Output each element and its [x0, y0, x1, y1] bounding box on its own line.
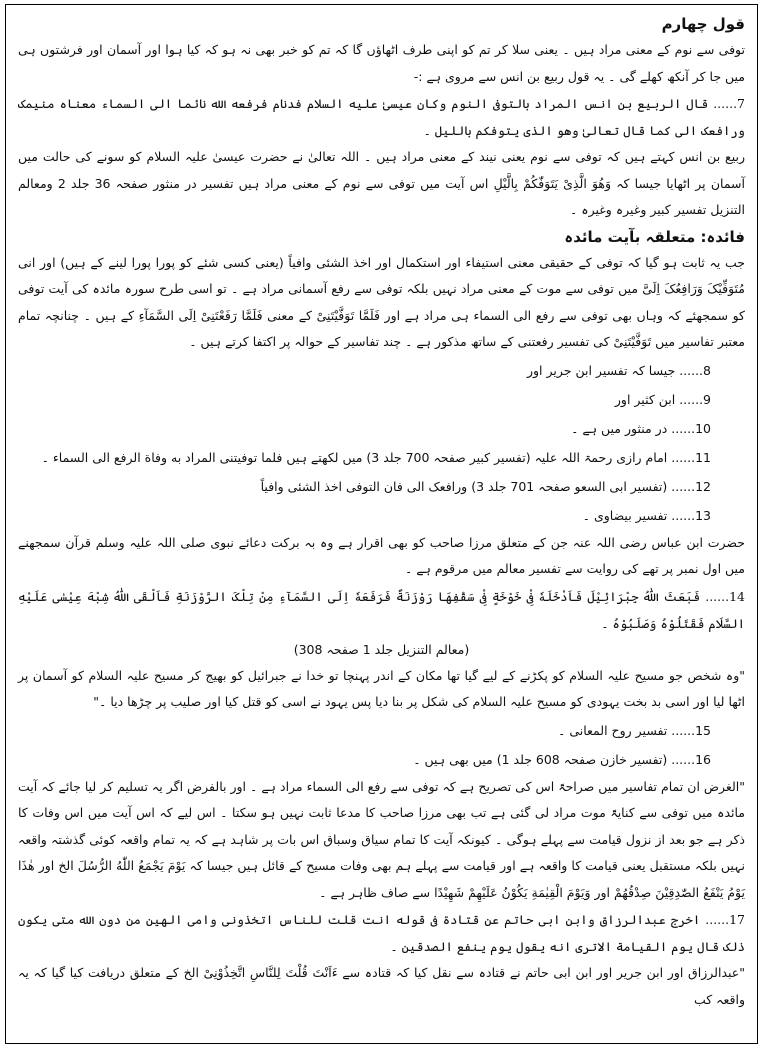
- document-page: [5, 4, 758, 1044]
- reference-item: 15...... تفسیر روح المعانی ۔: [558, 722, 711, 738]
- paragraph-8: "الغرض ان تمام تفاسیر میں صراحۃً اس کی تصریح ہے کہ توفی سے رفع الی السماء مراد ہے ۔ اور بالفرض اگر یہ تسلیم کر لیا جائے کہ آیت مائدہ میں توفی سے کنایۃً موت مراد لی گئی ہے تب بھی مرزا صاحب کا مدعا ثابت نہیں ہو سکتا ۔ اس لیے کہ اس آیت میں اس وفات کا ذکر ہے جو بعد از نزول قیامت سے پہلے ہوگی ۔ کیونکہ آیت کا تمام سیاق وسباق اس بات پر شاہد ہے کہ یہ تمام واقعہ کوئی گذشتہ واقعہ نہیں بلکہ مستقبل یعنی قیامت کا واقعہ ہے اور قیامت سے پہلے ہم بھی وفات مسیح کے قائل ہیں جیسا کہ یَوْمَ یَجْمَعُ اللّٰهُ الرُّسُلَ الخ اور هٰذَا یَوْمُ یَنْفَعُ الصّٰدِقِیْنَ صِدْقُهُمْ اور وَیَوْمَ الْقِیٰمَةِ یَکُوْنُ عَلَیْهِمْ شَهِیْدًا سے صاف ظاہر ہے ۔: [18, 778, 745, 900]
- paragraph-3: ربیع بن انس کہتے ہیں کہ توفی سے نوم یعنی نیند کے معنی مراد ہیں ۔ اللہ تعالیٰ نے حضرت عیسیٰ علیہ السلام کو سونے کی حالت میں آسمان پر اٹھایا جیسا کہ وَهُوَ الَّذِیْ یَتَوَفّٰکُمْ بِالَّیْلِ اس آیت میں توفی سے نوم کے معنی مراد ہیں تفسیر در منثور صفحہ 36 جلد 2 ومعالم التنزیل تفسیر کبیر وغیرہ وغیرہ ۔: [18, 149, 745, 217]
- paragraph-7: "وہ شخص جو مسیح علیہ السلام کو پکڑنے کے لیے گیا تھا مکان کے اندر پہنچا تو خدا نے جبرائیل کو بھیج کر مسیح علیہ السلام کو آسمان پر اٹھا لیا اور اسی بد بخت یہودی کو مسیح علیہ السلام کی شکل پر بنا دیا پس یہود نے اسی کو قتل کیا اور صلیب پر چڑھا دیا ۔": [18, 667, 745, 709]
- paragraph-10: "عبدالرزاق اور ابن جریر اور ابن ابی حاتم نے قتادہ سے نقل کیا کہ قتادہ سے ءَاَنْتَ قُلْتَ لِلنَّاسِ اتَّخِذُوْنِیْ الخ کے متعلق دریافت کیا گیا کہ یہ واقعہ کب: [18, 965, 745, 1007]
- paragraph-1: توفی سے نوم کے معنی مراد ہیں ۔ یعنی سلا کر تم کو اپنی طرف اٹھاؤں گا کہ تم کو خبر بھی نہ ہو کہ کیا ہوا اور آسمان اور فرشتوں ہی میں جا کر آنکھ کھلے گی ۔ یہ قول ربیع بن انس سے مروی ہے :-: [18, 42, 745, 84]
- section-heading-qaul: قول چهارم: [661, 15, 745, 33]
- section-heading-faida: فائدہ: متعلقہ بآیت مائدہ: [564, 227, 745, 246]
- reference-item: 11...... امام رازی رحمۃ اللہ علیہ (تفسیر کبیر صفحہ 700 جلد 3) میں لکھتے ہیں فلما توفیتنی المراد به وفاة الرفع الی السماء ۔: [41, 449, 711, 465]
- document-body: [6, 5, 757, 1013]
- paragraph-4: جب یہ ثابت ہو گیا کہ توفی کے حقیقی معنی استیفاء اور استکمال اور اخذ الشئی وافیاً (یعنی کسی شئے کو پورا پورا لینے کے ہیں) اور انی مُتَوَفِّیْکَ وَرَافِعُکَ اِلَیَّ میں توفی سے موت کے معنی مراد نہیں بلکہ توفی سے رفع آسمانی مراد ہے ۔ تو اسی طرح سورہ مائدہ کی آیت توفی کو سمجھئے کہ وہاں بھی توفی سے رفع الی السماء ہی مراد ہے اور فَلَمَّا تَوَفَّیْتَنِیْ کے معنی فَلَمَّا رَفَعْتَنِیْ اِلَی السَّمَآءِ کے ہیں ۔ چنانچہ تمام معتبر تفاسیر میں تَوَفَّیْتَنِیْ کی تفسیر رفعتنی کے ساتھ مذکور ہے ۔ چند تفاسیر کے حوالہ پر اکتفا کرتے ہیں ۔: [18, 254, 745, 349]
- reference-item: 9...... ابن کثیر اور: [614, 391, 711, 407]
- reference-item: 8...... جیسا کہ تفسیر ابن جریر اور: [526, 362, 711, 378]
- quote-17: 17...... اخرج عبدالرزاق وابن ابی حاتم عن قتادة فی قوله انت قلت للناس اتخذونی وامی الهین من دون الله متی یکون ذلک قال یوم القیامة الاتری انه یقول یوم ینفع الصدقین ۔: [18, 912, 745, 954]
- paragraph-5: حضرت ابن عباس رضی اللہ عنہ جن کے متعلق مرزا صاحب کو بھی اقرار ہے وہ بہ برکت دعائے نبوی صلی اللہ علیہ وسلم قرآن سمجھنے میں اول نمبر پر تھے کی روایت سے تفسیر معالم میں مرقوم ہے ۔: [18, 534, 745, 576]
- reference-item: 10...... در منثور میں ہے ۔: [571, 420, 711, 436]
- quote-7: 7...... قال الربیع بن انس المراد بالتوفی النوم وکان عیسیٰ علیه السلام فدنام فرفعه الله نائما الی السماء معناه منیمک ورافعک الی کما قال تعالیٰ وهو الذی یتوفکم باللیل ۔: [18, 96, 745, 138]
- reference-item: 12...... (تفسیر ابی السعو صفحہ 701 جلد 3) ورافعک الی فان التوفی اخذ الشئی وافیاً: [260, 478, 711, 494]
- quote-14: 14...... فَبَعَثَ اللّٰهُ جِبْرَائِیْلَ فَاَدْخَلَهٗ فِیْ خَوْخَةٍ فِیْ سَقْفِهَا رَوْزَنَةٌ فَرَفَعَهٗ اِلَی السَّمَآءِ مِنْ تِلْکَ الرَّوْزَنَةِ فَاَلْقَی اللّٰهُ شِبْهَ عِیْسٰی عَلَیْهِ السَّلَام فَقَتَلُوْهُ وَصَلَبُوْهُ ۔: [18, 588, 745, 631]
- reference-item: 16...... (تفسیر خازن صفحہ 608 جلد 1) میں بھی ہیں ۔: [413, 751, 711, 767]
- reference-item: 13...... تفسیر بیضاوی ۔: [582, 507, 711, 523]
- citation-maalim: (معالم التنزیل جلد 1 صفحہ 308): [293, 641, 470, 657]
